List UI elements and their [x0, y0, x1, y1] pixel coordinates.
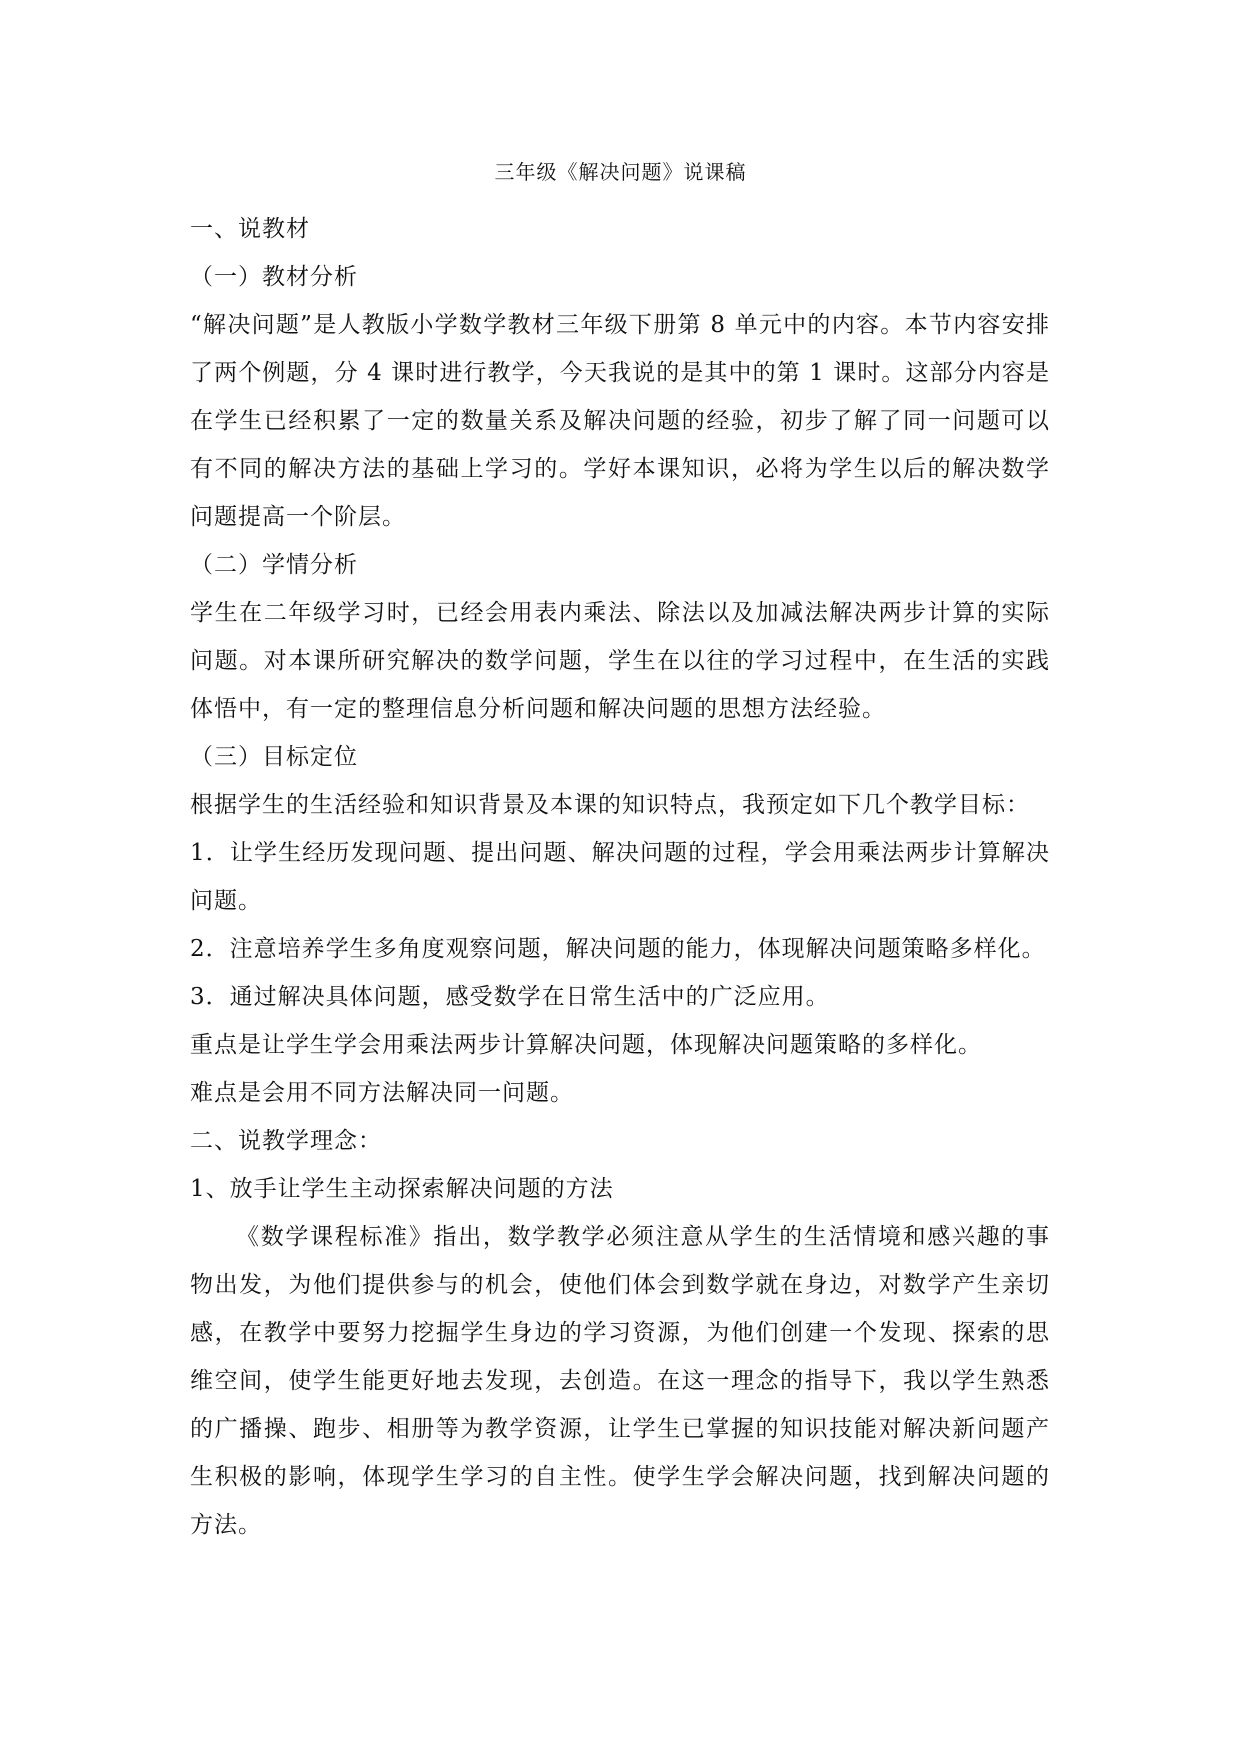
document-body	[190, 205, 1050, 1549]
document-title: 三年级《解决问题》说课稿	[494, 160, 747, 184]
section-heading: 二、说教学理念：	[190, 1128, 382, 1154]
list-item: 3．通过解决具体问题，感受数学在日常生活中的广泛应用。	[190, 984, 830, 1010]
body-paragraph: 重点是让学生学会用乘法两步计算解决问题，体现解决问题策略的多样化。	[190, 1032, 982, 1058]
body-paragraph: 《数学课程标准》指出，数学教学必须注意从学生的生活情境和感兴趣的事物出发，为他们提供参与的机会，使他们体会到数学就在身边，对数学产生亲切感，在教学中要努力挖掘学生身边的学习资源，为他们创建一个发现、探索的思维空间，使学生能更好地去发现，去创造。在这一理念的指导下，我以学生熟悉的广播操、跑步、相册等为教学资源，让学生已掌握的知识技能对解决新问题产生积极的影响，体现学生学习的自主性。使学生学会解决问题，找到解决问题的方法。	[190, 1224, 1050, 1538]
list-item: 1．让学生经历发现问题、提出问题、解决问题的过程，学会用乘法两步计算解决问题。	[190, 840, 1050, 914]
body-paragraph: 难点是会用不同方法解决同一问题。	[190, 1080, 574, 1106]
body-paragraph: 根据学生的生活经验和知识背景及本课的知识特点，我预定如下几个教学目标：	[190, 792, 1030, 818]
list-item: 2．注意培养学生多角度观察问题，解决问题的能力，体现解决问题策略多样化。	[190, 936, 1046, 962]
body-paragraph: 学生在二年级学习时，已经会用表内乘法、除法以及加减法解决两步计算的实际问题。对本课所研究解决的数学问题，学生在以往的学习过程中，在生活的实践体悟中，有一定的整理信息分析问题和解决问题的思想方法经验。	[190, 600, 1050, 722]
subsection-heading: （三）目标定位	[190, 744, 358, 770]
subsection-heading: （二）学情分析	[190, 552, 358, 578]
subsection-heading: 1、放手让学生主动探索解决问题的方法	[190, 1176, 614, 1202]
subsection-heading: （一）教材分析	[190, 264, 358, 290]
section-heading: 一、说教材	[190, 216, 310, 242]
body-paragraph: “解决问题”是人教版小学数学教材三年级下册第 8 单元中的内容。本节内容安排了两个例题，分 4 课时进行教学，今天我说的是其中的第 1 课时。这部分内容是在学生已经积累了一定的数量关系及解决问题的经验，初步了解了同一问题可以有不同的解决方法的基础上学习的。学好本课知识，必将为学生以后的解决数学问题提高一个阶层。	[190, 312, 1050, 530]
